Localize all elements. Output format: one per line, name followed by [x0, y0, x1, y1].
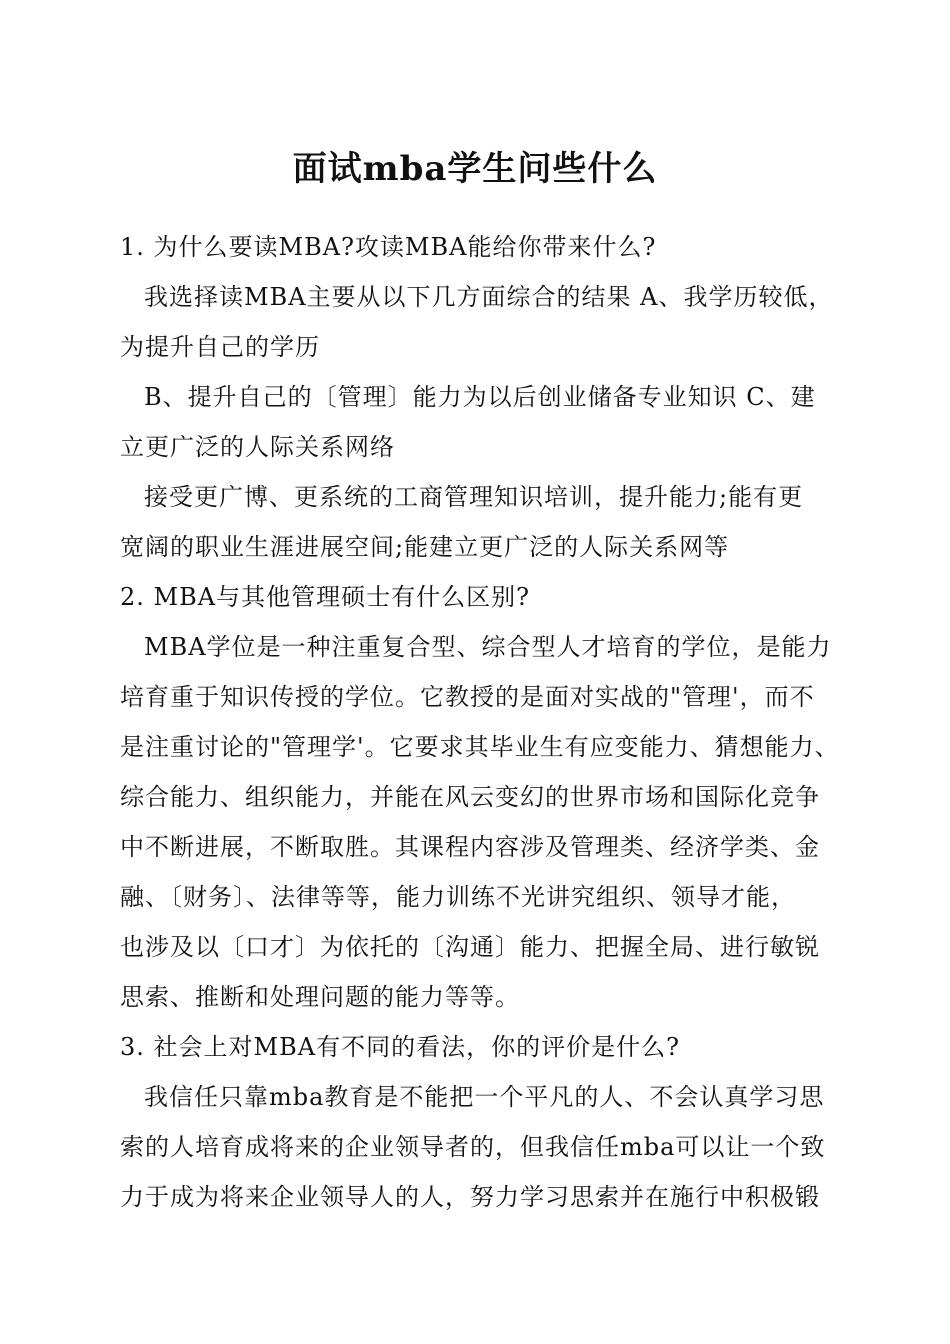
- paragraph-line: 接受更广博、更系统的工商管理知识培训，提升能力;能有更: [144, 483, 804, 511]
- paragraph-line: 也涉及以〔口才〕为依托的〔沟通〕能力、把握全局、进行敏锐: [120, 933, 820, 961]
- document-title: 面试mba学生问些什么: [292, 149, 658, 189]
- question-3: 3. 社会上对MBA有不同的看法，你的评价是什么?: [120, 1033, 680, 1061]
- paragraph-line: 为提升自己的学历: [120, 333, 320, 361]
- document-body: [120, 222, 840, 1222]
- paragraph-line: 融、〔财务〕、法律等等，能力训练不光讲究组织、领导才能，: [120, 883, 796, 911]
- paragraph-line: 立更广泛的人际关系网络: [120, 433, 395, 461]
- question-1: 1. 为什么要读MBA?攻读MBA能给你带来什么?: [120, 233, 657, 261]
- paragraph-line: MBA学位是一种注重复合型、综合型人才培育的学位，是能力: [144, 633, 832, 661]
- question-2: 2. MBA与其他管理硕士有什么区别?: [120, 583, 530, 611]
- paragraph-line: B、提升自己的〔管理〕能力为以后创业储备专业知识 C、建: [144, 383, 816, 411]
- paragraph-line: 综合能力、组织能力，并能在风云变幻的世界市场和国际化竞争: [120, 783, 820, 811]
- paragraph-line: 索的人培育成将来的企业领导者的，但我信任mba可以让一个致: [120, 1133, 826, 1161]
- paragraph-line: 我选择读MBA主要从以下几方面综合的结果 A、我学历较低，: [144, 283, 834, 311]
- paragraph-line: 宽阔的职业生涯进展空间;能建立更广泛的人际关系网等: [120, 533, 730, 561]
- paragraph-line: 培育重于知识传授的学位。它教授的是面对实战的"管理'，而不: [120, 683, 815, 711]
- paragraph-line: 是注重讨论的"管理学'。它要求其毕业生有应变能力、猜想能力、: [120, 733, 840, 761]
- paragraph-line: 我信任只靠mba教育是不能把一个平凡的人、不会认真学习思: [144, 1083, 825, 1111]
- paragraph-line: 中不断进展，不断取胜。其课程内容涉及管理类、经济学类、金: [120, 833, 820, 861]
- paragraph-line: 思索、推断和处理问题的能力等等。: [120, 983, 520, 1011]
- paragraph-line: 力于成为将来企业领导人的人，努力学习思索并在施行中积极锻: [120, 1183, 820, 1211]
